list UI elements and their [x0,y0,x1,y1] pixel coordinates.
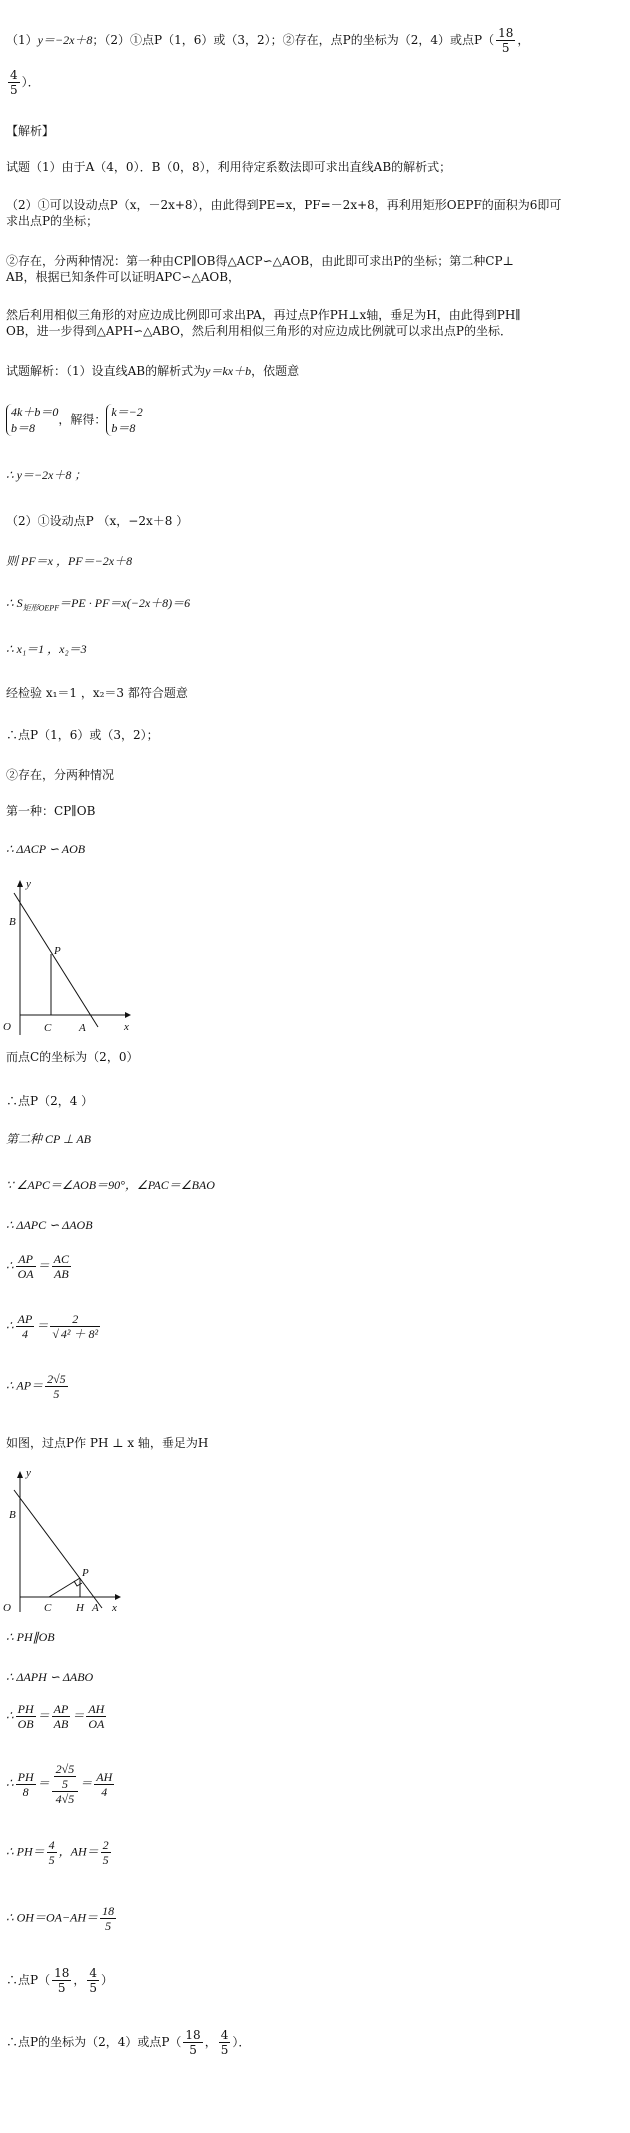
figure-2 [0,1462,130,1622]
sim1: ∴ ΔACP ∽ AOB [6,842,86,856]
analysis-text: 求出点P的坐标； [6,214,99,228]
line-equation: ∴ y＝−2x＋8 ； [6,468,87,482]
ap-value: ∴ AP＝ $\frac{2√5}{5}$ [6,1372,66,1401]
analysis-text: （2）①可以设动点P（x，－2x+8），由此得到PE=x，PF=－2x+8，再利用矩形OEPF的面积为6即可 [6,198,562,212]
system-right: k＝−2 b＝8 [106,404,142,436]
ph-ah: ∴ PH＝ $\frac{4}{5}$ ，AH＝ $\frac{2}{5}$ [6,1838,109,1867]
analysis-text: ②存在，分两种情况：第一种由CP∥OB得△ACP∽△AOB，由此即可求出P的坐标；第二种CP⊥ [6,254,514,268]
label-p: P [82,1567,89,1579]
label-x: x [124,1021,129,1033]
label-a: A [92,1602,99,1614]
p-coord: ∴点P（ $\frac{18}{5}$ ， $\frac{4}{5}$ ） [6,1966,114,1995]
case1: 第一种：CP∥OB [6,804,96,818]
y-arrow-icon [17,1471,23,1478]
y-arrow-icon [17,880,23,887]
x-arrow-icon [115,1594,121,1600]
figure-1 [0,875,140,1040]
sim2: ∴ ΔAPC ∽ ΔAOB [6,1218,93,1232]
sim3: ∴ ΔAPH ∽ ΔABO [6,1670,94,1684]
label-c: C [44,1022,52,1034]
label-x: x [112,1602,117,1614]
analysis-text: 然后利用相似三角形的对应边成比例即可求出PA，再过点P作PH⊥x轴，垂足为H，由此得到PH∥ [6,308,521,322]
oh-value: ∴ OH＝OA−AH＝ $\frac{18}{5}$ [6,1904,115,1933]
fraction: $\frac{4}{5}$ [10,68,18,97]
ratio-5: ∴ $\frac{PH}{8}$ ＝ $\frac{\frac{2√5}{5}}{4√5}$ ＝ $\frac{AH}{4}$ [6,1762,113,1806]
final-answer: ∴点P的坐标为（2，4）或点P（ $\frac{18}{5}$ ， $\frac{4}{5}$ ）． [6,2028,251,2057]
label-h: H [76,1602,84,1614]
p-result: ∴点P（1，6）或（3，2）； [6,728,159,742]
solution-intro: 试题解析：（1）设直线AB的解析式为y＝kx＋b，依题意 [6,364,300,378]
label-o: O [3,1021,11,1033]
area-equation: ∴ $S_{矩形OEPF}=PE \cdot PF=x(-2x+8)=6$ [6,596,191,613]
label-b: B [9,1509,16,1521]
ratio-2: ∴ $\frac{AP}{4}$ ＝ $\frac{2}{\text{√ 4² ＋ 8²}}$ [6,1312,99,1341]
ph-ob: ∴ PH∥OB [6,1630,55,1644]
label-y: y [26,1467,31,1479]
analysis-title: 【解析】 [6,124,55,138]
as-figure: 如图，过点P作 PH ⊥ x 轴，垂足为H [6,1436,209,1450]
pe-pf: 则 PF＝x ，PF＝−2x＋8 [6,554,133,568]
system-left: 4k＋b＝0 b＝8 [6,404,58,436]
ratio-1: ∴ $\frac{AP}{OA}$ ＝ $\frac{AC}{AB}$ [6,1252,69,1281]
ratio-4: ∴ $\frac{PH}{OB}$ ＝ $\frac{AP}{AB}$ ＝ $\frac{AH}{OA}$ [6,1702,105,1731]
case2: 第二种 CP ⊥ AB [6,1132,92,1146]
p24: ∴点P（2，4 ） [6,1094,94,1108]
part2-head: （2）①设动点P （x，−2x＋8 ） [6,514,189,528]
fraction: $\frac{18}{5}$ [498,26,514,55]
equation-system: 4k＋b＝0 b＝8 ，解得： k＝−2 b＝8 [6,404,143,436]
right-angle-icon [74,1581,82,1586]
check: 经检验 x₁＝1 ，x₂＝3 都符合题意 [6,686,188,700]
angles: ∵ ∠APC＝∠AOB＝90°，∠PAC＝∠BAO [6,1178,215,1192]
analysis-text: AB，根据已知条件可以证明APC∽△AOB， [6,270,241,284]
analysis-text: OB，进一步得到△APH∽△ABO，然后利用相似三角形的对应边成比例就可以求出点P的坐标． [6,324,512,338]
label-p: P [54,945,61,957]
exists: ②存在，分两种情况 [6,768,115,782]
roots: ∴ x₁＝1 ，x₂＝3 [6,642,87,656]
label-o: O [3,1602,11,1614]
segment-cp [49,1578,80,1597]
label-b: B [9,916,16,928]
answer-line: （1）y＝−2x＋8；（2）①点P（1，6）或（3，2）；②存在，点P的坐标为（2，4）或点P（ $\frac{18}{5}$ ， [6,26,530,55]
line-ab [14,893,98,1027]
label-c: C [44,1602,52,1614]
label-y: y [26,878,31,890]
c-coord: 而点C的坐标为（2，0） [6,1050,139,1064]
analysis-text: 试题（1）由于A（4，0）．B（0，8），利用待定系数法即可求出直线AB的解析式； [6,160,452,174]
line-ab [14,1490,102,1608]
x-arrow-icon [125,1012,131,1018]
label-a: A [79,1022,86,1034]
answer-line-2: $\frac{4}{5}$ ）． [10,68,40,97]
